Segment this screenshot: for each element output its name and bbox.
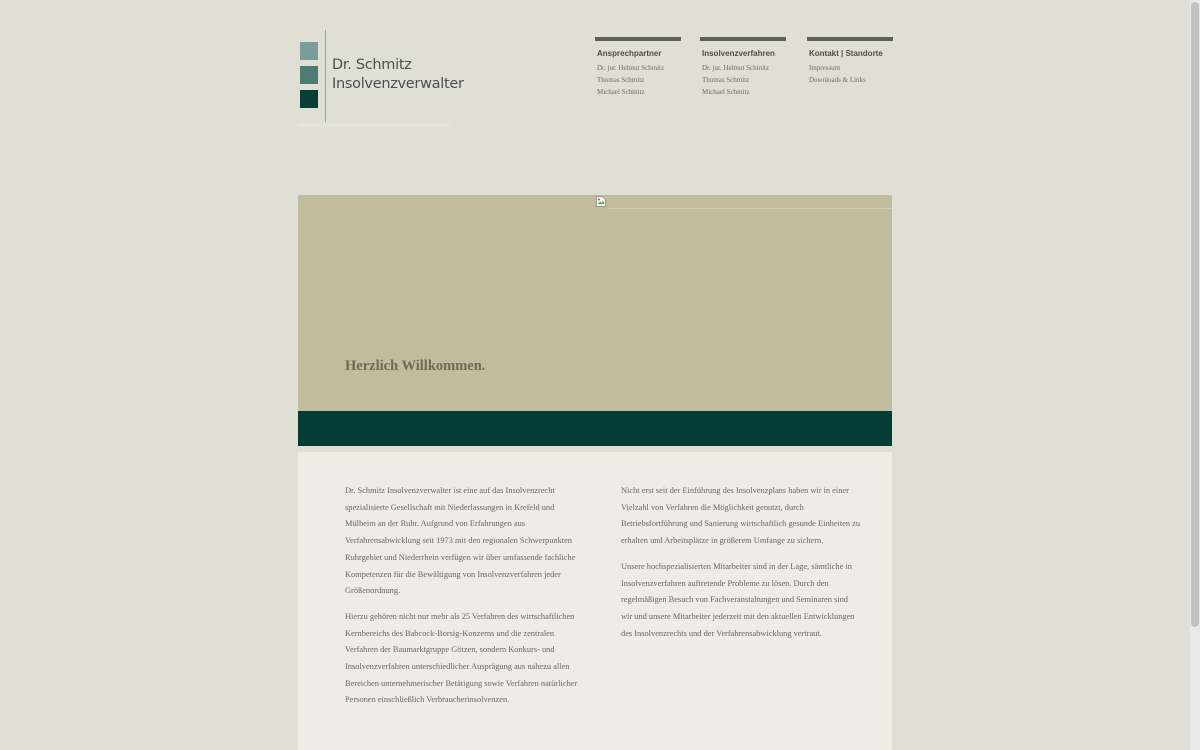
nav-column-kontakt (807, 37, 893, 86)
content-column-left (345, 483, 585, 718)
nav-link-helmut-schmitz[interactable]: Dr. jur. Helmut Schmitz (597, 64, 665, 72)
nav-link-michael-schmitz[interactable]: Michael Schmitz (597, 88, 645, 96)
logo-square-medium (300, 66, 318, 84)
logo-text-title: Insolvenzverwalter (332, 76, 464, 92)
nav-link-thomas-schmitz[interactable]: Thomas Schmitz (702, 76, 750, 84)
content-paragraph: Hierzu gehören nicht nur mehr als 25 Verfahren des wirtschaftlichen Kernbereichs des Babcock-Borsig-Konzerns und die zentralen Verfahren der Baumarktgruppe Götzen, sondern Konkurs- und Insolvenzverfahren unterschiedlicher Ausprägung aus nahezu allen Bereichen unternehmerischer Betätigung sowie Verfahren natürlicher Personen einschließlich Verbraucherinsolvenzen. (345, 611, 578, 705)
nav-heading-ansprechpartner[interactable]: Ansprechpartner (597, 49, 662, 58)
logo-square-light (300, 42, 318, 60)
content-paragraph: Nicht erst seit der Einführung des Insolvenzplans haben wir in einer Vielzahl von Verfahren die Möglichkeit genutzt, durch Betriebsfortführung und Sanierung wirtschaftlich gesunde Einheiten zu erhalten und Arbeitsplätze in größerem Umfange zu sichern. (621, 486, 861, 546)
content-paragraph: Unsere hochspezialisierten Mitarbeiter sind in der Lage, sämtliche in Insolvenzverfahren auftretende Probleme zu lösen. Durch den regelmäßigen Besuch von Fachveranstaltungen und Seminaren sind wir und unsere Mitarbeiter jederzeit mit den aktuellen Entwicklungen des Insolvenzrechts und der Verfahrensabwicklung vertraut. (621, 561, 855, 638)
nav-link-thomas-schmitz[interactable]: Thomas Schmitz (597, 76, 645, 84)
hero-divider-line (608, 208, 892, 209)
scrollbar-thumb[interactable] (1191, 2, 1199, 627)
content-paragraph: Dr. Schmitz Insolvenzverwalter ist eine auf das Insolvenzrecht spezialisierte Gesellschaft mit Niederlassungen in Krefeld und Mülheim an der Ruhr. Aufgrund von Erfahrungen aus Verfahrensabwicklung seit 1973 mit den regionalen Schwerpunkten Ruhrgebiet und Niederrhein verfügen wir über umfassende fachliche Kompetenzen für die Bewältigung von Insolvenzverfahren jeder Größenordnung. (345, 486, 576, 596)
logo-divider (325, 30, 326, 122)
logo-text-name: Dr. Schmitz (332, 57, 412, 73)
logo[interactable] (298, 28, 464, 124)
broken-image-icon (596, 196, 606, 207)
logo-square-dark (300, 90, 318, 108)
scrollbar[interactable] (1190, 0, 1200, 750)
nav-link-helmut-schmitz[interactable]: Dr. jur. Helmut Schmitz (702, 64, 770, 72)
nav-link-impressum[interactable]: Impressum (809, 64, 841, 72)
nav-column-insolvenzverfahren (700, 37, 786, 98)
nav-link-downloads-links[interactable]: Downloads & Links (809, 76, 866, 84)
logo-reflection (298, 124, 450, 128)
nav-heading-kontakt-standorte[interactable]: Kontakt | Standorte (809, 49, 883, 58)
accent-band (298, 411, 892, 446)
nav-column-ansprechpartner (595, 37, 681, 98)
nav-heading-insolvenzverfahren[interactable]: Insolvenzverfahren (702, 49, 775, 58)
page-title: Herzlich Willkommen. (345, 358, 486, 374)
main-content (298, 452, 892, 750)
content-column-right (621, 483, 861, 651)
nav-link-michael-schmitz[interactable]: Michael Schmitz (702, 88, 750, 96)
hero-banner (298, 195, 892, 411)
